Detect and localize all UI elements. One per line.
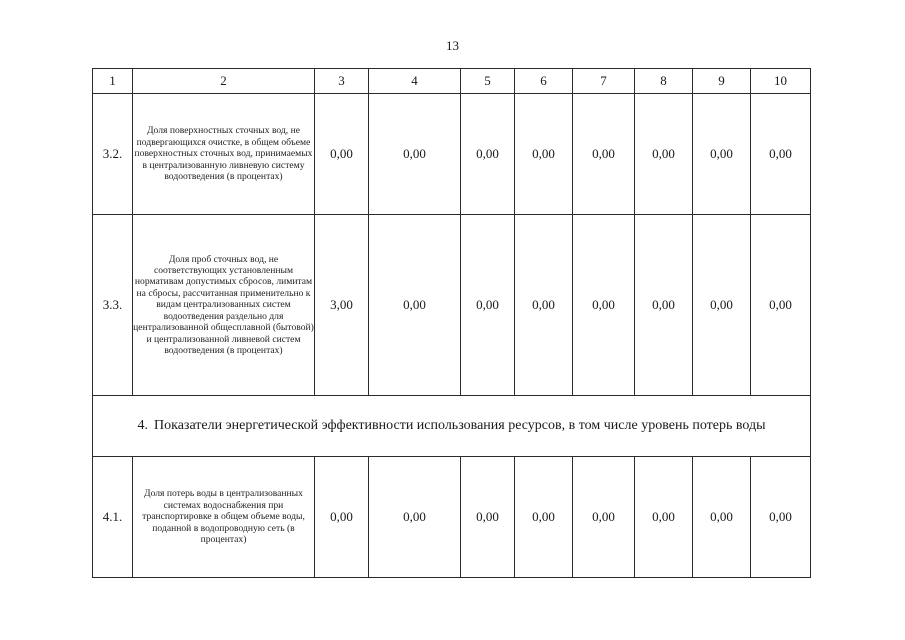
value-cell: 0,00 [573, 215, 635, 396]
header-cell: 9 [693, 69, 751, 94]
value-cell: 0,00 [751, 215, 811, 396]
value-cell: 0,00 [573, 94, 635, 215]
header-row [93, 69, 811, 94]
header-cell: 3 [315, 69, 369, 94]
value-cell: 0,00 [635, 457, 693, 578]
value-cell: 0,00 [573, 457, 635, 578]
value-cell: 0,00 [635, 94, 693, 215]
value-cell: 0,00 [461, 94, 515, 215]
row-description: Доля проб сточных вод, не соответствующих установленным нормативам допустимых сбросов, лимитам на сбросы, рассчитанная применительно к видам централизованных систем водоотведения раздельно для централизованной общесплавной (бытовой) и централизованной ливневой систем водоотведения (в процентах) [133, 215, 315, 396]
value-cell: 0,00 [515, 94, 573, 215]
header-cell: 1 [93, 69, 133, 94]
header-cell: 6 [515, 69, 573, 94]
value-cell: 0,00 [461, 215, 515, 396]
value-cell: 0,00 [515, 215, 573, 396]
header-cell: 10 [751, 69, 811, 94]
table-row [93, 94, 811, 215]
section-row [93, 396, 811, 457]
value-cell: 0,00 [693, 215, 751, 396]
row-number: 3.3. [93, 215, 133, 396]
table-row [93, 215, 811, 396]
value-cell: 0,00 [635, 215, 693, 396]
value-cell: 3,00 [315, 215, 369, 396]
header-cell: 5 [461, 69, 515, 94]
value-cell: 0,00 [315, 457, 369, 578]
header-cell: 7 [573, 69, 635, 94]
value-cell: 0,00 [315, 94, 369, 215]
value-cell: 0,00 [369, 94, 461, 215]
value-cell: 0,00 [515, 457, 573, 578]
header-cell: 2 [133, 69, 315, 94]
row-number: 4.1. [93, 457, 133, 578]
value-cell: 0,00 [751, 94, 811, 215]
header-cell: 8 [635, 69, 693, 94]
value-cell: 0,00 [693, 457, 751, 578]
value-cell: 0,00 [369, 457, 461, 578]
row-description: Доля потерь воды в централизованных системах водоснабжения при транспортировке в общем объеме воды, поданной в водопроводную сеть (в процентах) [133, 457, 315, 578]
page-number: 13 [446, 38, 459, 53]
row-number: 3.2. [93, 94, 133, 215]
section-number: 4. [137, 418, 148, 433]
value-cell: 0,00 [369, 215, 461, 396]
value-cell: 0,00 [693, 94, 751, 215]
header-cell: 4 [369, 69, 461, 94]
section-heading [93, 396, 811, 457]
row-description: Доля поверхностных сточных вод, не подвергающихся очистке, в общем объеме поверхностных сточных вод, принимаемых в централизованную ливневую систему водоотведения (в процентах) [133, 94, 315, 215]
value-cell: 0,00 [461, 457, 515, 578]
value-cell: 0,00 [751, 457, 811, 578]
table-row [93, 457, 811, 578]
section-title: Показатели энергетической эффективности использования ресурсов, в том числе уровень потерь воды [154, 418, 766, 433]
indicators-table [92, 68, 811, 578]
